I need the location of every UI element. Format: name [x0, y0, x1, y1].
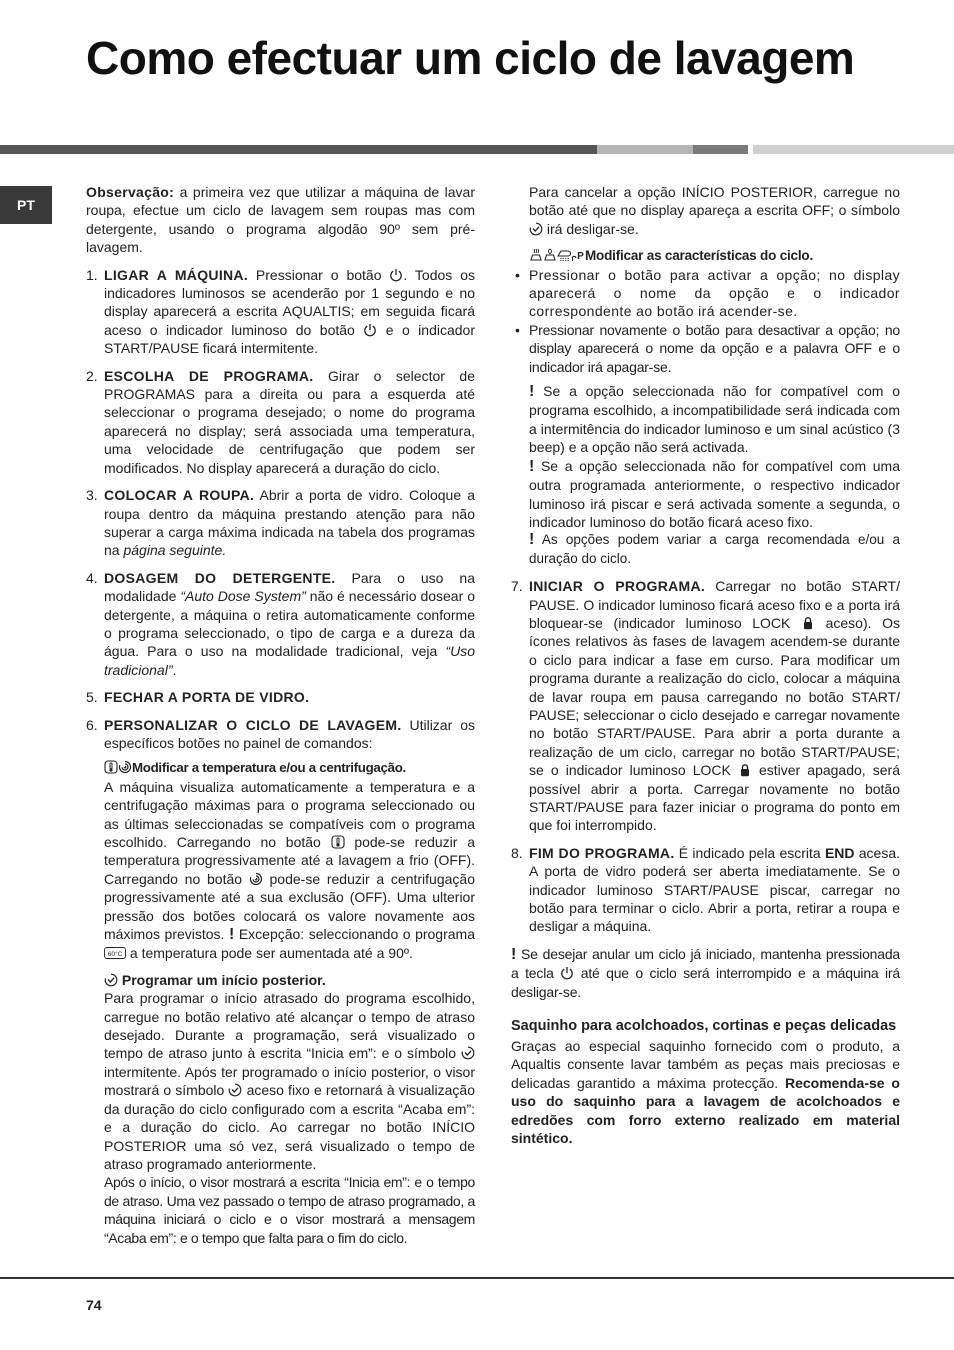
- step-number: 7.: [511, 578, 523, 595]
- step-4: [86, 569, 475, 679]
- list-item: [511, 321, 900, 376]
- step-text: É indicado pela escrita: [674, 844, 825, 861]
- step-title: DOSAGEM DO DETERGENTE.: [104, 569, 336, 586]
- title-divider: [0, 145, 954, 154]
- step-2: [86, 367, 475, 477]
- paragraph-text: : e o símbolo: [372, 1045, 461, 1062]
- paragraph-text: Após o início, o visor mostrará a escrita: [104, 1174, 345, 1191]
- steam-icon: [529, 248, 543, 262]
- step-number: 5.: [86, 689, 98, 706]
- list-item-text: Pressionar novamente o botão para desactivar a opção; no display aparecerá o nome da opção e a palavra OFF e o indicador irá apagar-se.: [529, 321, 900, 375]
- paragraph-text: A máquina visualiza automaticamente a temperatura e a centrifugação máximas para o programa seleccionado ou as últimas seleccionadas se compatíveis com o programa escolhido. Carregando no botão: [104, 778, 475, 850]
- paragraph-text: Se a opção seleccionada não for compatível com uma outra programada anteriormente, o respectivo indicador luminoso irá piscar e será activada somente a segunda, o indicador luminoso do botão ficará aceso fixo.: [529, 457, 900, 530]
- subsection-title: Programar um início posterior.: [121, 971, 326, 988]
- warning-paragraph: [529, 531, 900, 568]
- end-label: END: [824, 844, 855, 861]
- step-number: 8.: [511, 844, 523, 861]
- step-3: [86, 486, 475, 560]
- list-item-text: Pressionar o botão para activar a opção; no display aparecerá o nome da opção e o indicador correspondente ao botão irá acender-se.: [529, 266, 900, 320]
- step-text-italic: “Uso tradicional”: [104, 643, 475, 678]
- spin-icon: [249, 872, 263, 886]
- options-subsection-title: [529, 246, 900, 265]
- step-number: 6.: [86, 716, 98, 733]
- step-text: aceso). Os ícones relativos às fases de lavagem acendem-se durante o ciclo para indicar a fase em curso. Para modificar um programa durante a realização do ciclo, colocar a máquina de lavar roupa em pausa carregando no botão START/ PAUSE; seleccionar o ciclo desejado e carregar novamente no botão START/PAUSE. Para abrir a porta durante a realização de um ciclo, carregar no botão START/PAUSE; se o indicador luminoso LOCK: [529, 614, 900, 779]
- step-title: PERSONALIZAR O CICLO DE LAVAGEM.: [104, 716, 402, 733]
- observation-text: a primeira vez que utilizar a máquina de lavar roupa, efectue um ciclo de lavagem sem roupas mas com detergente, usando o programa algodão 90º sem pré-lavagem.: [86, 184, 475, 256]
- delay-start-icon: [104, 973, 118, 987]
- step-number: 4.: [86, 569, 98, 586]
- paragraph-bold-text: Recomenda-se o uso do saquinho para a lavagem de acolchoados e edredões com forro externo realizado em material sintético.: [511, 1074, 900, 1147]
- paragraph-text: aceso fixo e retornará à visualização da duração do ciclo configurado com a escrita: [104, 1082, 475, 1117]
- paragraph-text: Se a opção seleccionada não for compatível com o programa escolhido, a incompatibilidade será indicada com a intermitência do indicador luminoso e um sinal acústico (3 beep) e a opção não será activada.: [529, 383, 900, 456]
- warning-mark: !: [529, 531, 535, 549]
- paragraph-text: : e o tempo de atraso. Uma vez passado o tempo de atraso programado, a máquina iniciará o ciclo e o visor mostrará a mensagem: [104, 1174, 475, 1228]
- program-60-icon: [104, 946, 126, 960]
- step-number: 2.: [86, 367, 98, 384]
- step-text: acesa. A porta de vidro poderá ser aberta imediatamente. Se o indicador luminoso START/PAUSE piscar, carregar no botão para terminar o ciclo. Abrir a porta, retirar a roupa e desligar a máquina.: [529, 844, 901, 935]
- delay-subsection-title: [104, 971, 475, 989]
- step-text: estiver apagado, será possível abrir a porta. Carregar novamente no botão START/PAUSE para fazer iniciar o programa do ponto em que foi interrompido.: [529, 762, 900, 834]
- delay-paragraph-2: [104, 1173, 475, 1247]
- divider-segment-dark: [0, 145, 597, 154]
- easy-iron-icon: [557, 248, 571, 262]
- paragraph-text: pode-se reduzir a temperatura progressivamente até a lavagem a frio (OFF). Carregando no botão: [104, 834, 475, 887]
- observation-label: Observação:: [86, 184, 175, 200]
- page-title: Como efectuar um ciclo de lavagem: [86, 32, 855, 84]
- paragraph-text: intermitente. Após ter programado o início posterior, o visor mostrará o símbolo: [104, 1063, 475, 1099]
- step-text: Para o uso na modalidade: [104, 569, 475, 605]
- paragraph-quote: “Acaba em”: [398, 1100, 472, 1117]
- prewash-icon: [571, 248, 585, 262]
- step-text: Utilizar os específicos botões no painel de comandos:: [104, 716, 475, 751]
- subsection-title: Modificar as características do ciclo.: [585, 248, 814, 264]
- temperature-icon: [104, 760, 118, 774]
- step-text: e o indicador START/PAUSE ficará intermitente.: [104, 321, 475, 357]
- warning-mark: !: [511, 945, 517, 963]
- step-title: COLOCAR A ROUPA.: [104, 487, 255, 504]
- divider-segment-pale: [753, 145, 954, 154]
- step-text: .: [172, 661, 177, 678]
- power-icon: [363, 323, 377, 337]
- warning-paragraph: [529, 457, 900, 532]
- step-title: FIM DO PROGRAMA.: [529, 844, 675, 861]
- step-text: Girar o selector de PROGRAMAS para a direita ou para a esquerda até seleccionar o programa desejado; o nome do programa aparecerá no display; será associada uma temperatura, uma velocidade de centrifugação que podem ser modificados. No display aparecerá a duração do ciclo.: [104, 367, 475, 476]
- cancel-delay-paragraph: [529, 183, 900, 238]
- paragraph-text: : e a duração do ciclo. Ao carregar no botão INÍCIO POSTERIOR uma só vez, será visualizado o tempo de atraso programado anteriormente.: [104, 1100, 476, 1172]
- step-5: [86, 688, 475, 706]
- paragraph-text: pode-se reduzir a centrifugação progressivamente até a sua exclusão (OFF). Uma ulterior pressão dos botões colocará os valore novamente aos máximos previstos.: [104, 870, 475, 943]
- lock-icon: [801, 616, 815, 630]
- paragraph-text: : e o tempo que falta para o fim do ciclo.: [172, 1229, 408, 1246]
- power-icon: [389, 268, 403, 282]
- warning-mark: !: [228, 926, 235, 944]
- step-text-italic: “Auto Dose System”: [180, 588, 306, 605]
- step-1: [86, 266, 475, 358]
- subsection-title: Modificar a temperatura e/ou a centrifugação.: [132, 760, 406, 776]
- paragraph-text: Graças ao especial saquinho fornecido com o produto, a Aqualtis consente lavar também as peças mais preciosas e delicadas garantido a máxima protecção.: [511, 1038, 900, 1091]
- power-icon: [560, 966, 574, 980]
- step-title: ESCOLHA DE PROGRAMA.: [104, 367, 314, 384]
- spin-icon: [118, 760, 132, 774]
- warning-mark: !: [529, 457, 535, 475]
- step-text: Pressionar o botão: [248, 266, 390, 283]
- right-column: [511, 183, 900, 1148]
- left-column: [86, 183, 475, 1247]
- step-text: . Todos os indicadores luminosos se acenderão por 1 segundo e no display aparecerá a escrita AQUALTIS; em seguida ficará aceso o indicador luminoso do botão: [104, 266, 475, 338]
- step-title: INICIAR O PROGRAMA.: [529, 578, 706, 595]
- step-text: não é necessário dosear o detergente, a máquina o retira automaticamente conforme o programa seleccionado, o tipo de carga e a dureza da água. Para o uso na modalidade tradicional, veja: [104, 588, 476, 660]
- step-number: 3.: [86, 487, 98, 504]
- divider-segment-light: [597, 145, 693, 154]
- anti-crease-icon: [543, 248, 557, 262]
- delay-start-icon: [461, 1046, 475, 1060]
- page-number: 74: [86, 1297, 102, 1313]
- delay-paragraph: [104, 989, 475, 1173]
- step-text: Abrir a porta de vidro. Coloque a roupa dentro da máquina prestando atenção para não superar a carga máxima indicada na tabela dos programas na: [104, 487, 475, 559]
- paragraph-text: Para cancelar a opção INÍCIO POSTERIOR, carregue no botão até que no display apareça a escrita OFF; o símbolo: [529, 184, 900, 219]
- paragraph-quote: “Acaba em”: [104, 1229, 173, 1246]
- warning-paragraph: [529, 382, 900, 457]
- bag-paragraph: [511, 1037, 900, 1147]
- divider-segment-mid: [693, 145, 748, 154]
- step-text-italic: página seguinte.: [123, 542, 227, 559]
- paragraph-text: Para programar o início atrasado do programa escolhido, carregue no botão relativo até alcançar o tempo de atraso desejado. Durante a programação, será visualizado o tempo de atraso junto à escrita: [104, 990, 475, 1062]
- paragraph-text: até que o ciclo será interrompido e a máquina irá desligar-se.: [511, 965, 900, 1000]
- temperature-icon: [331, 835, 345, 849]
- delay-start-icon: [529, 222, 543, 236]
- step-7: [511, 577, 900, 835]
- footer-divider: [0, 1277, 954, 1279]
- paragraph-text: Excepção: seleccionando o programa: [234, 926, 475, 943]
- list-item: [511, 266, 900, 321]
- step-6: [86, 716, 475, 1247]
- temperature-paragraph: [104, 778, 475, 963]
- cancel-cycle-paragraph: [511, 945, 900, 1001]
- temperature-subsection-title: [104, 758, 475, 777]
- delay-start-icon: [228, 1083, 242, 1097]
- bag-section-heading: Saquinho para acolchoados, cortinas e peças delicadas: [511, 1018, 897, 1035]
- step-8: [511, 844, 900, 936]
- step-title: LIGAR A MÁQUINA.: [104, 266, 249, 283]
- paragraph-quote: “Inicia em”: [344, 1174, 407, 1191]
- paragraph-text: As opções podem variar a carga recomendada e/ou a duração do ciclo.: [529, 532, 900, 566]
- language-tab: PT: [0, 186, 52, 224]
- options-list: [511, 266, 900, 376]
- step-title: FECHAR A PORTA DE VIDRO.: [104, 689, 310, 706]
- paragraph-quote: “Inicia em”: [306, 1045, 373, 1062]
- step-text: Carregar no botão START/ PAUSE. O indicador luminoso ficará aceso fixo e a porta irá bloquear-se (indicador luminoso LOCK: [529, 578, 900, 631]
- paragraph-text: Se desejar anular um ciclo já iniciado, mantenha pressionada a tecla: [511, 945, 900, 982]
- paragraph-text: irá desligar-se.: [543, 220, 639, 237]
- warning-mark: !: [529, 383, 535, 401]
- lock-icon: [738, 763, 752, 777]
- step-number: 1.: [86, 266, 98, 283]
- observation-paragraph: [86, 183, 475, 257]
- paragraph-text: a temperatura pode ser aumentada até a 90º.: [126, 945, 413, 962]
